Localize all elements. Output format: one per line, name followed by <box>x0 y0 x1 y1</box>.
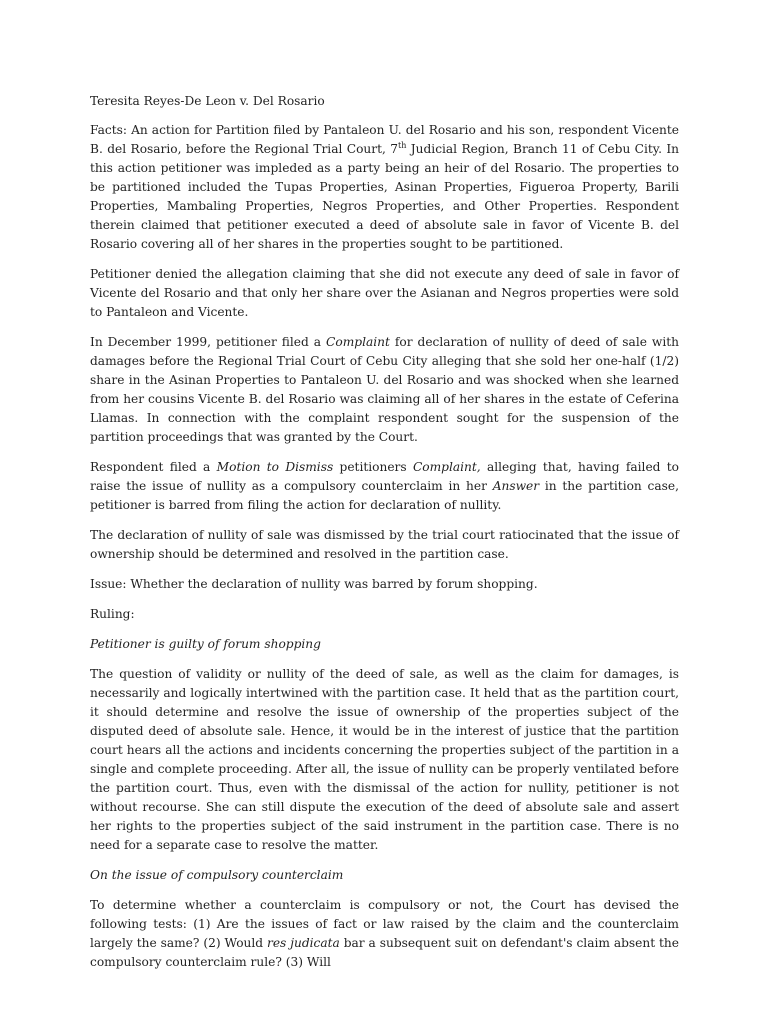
ruling-label: Ruling: <box>90 607 135 621</box>
forum-shopping-heading: Petitioner is guilty of forum shopping <box>90 637 321 651</box>
facts-paragraph: Facts: An action for Partition filed by Pantaleon U. del Rosario and his son, respondent Vicente B. del Rosario, before the Regional Trial Court, 7th Judicial Region, Branch 11 of Cebu City. In this action petitioner was impleded as a party being an heir of del Rosario. The properties to be partitioned included the Tupas Properties, Asinan Properties, Figueroa Property, Barili Properties, Mambaling Properties, Negros Properties, and Other Properties. Respondent therein claimed that petitioner executed a deed of absolute sale in favor of Vicente B. del Rosario covering all of her shares in the properties sought to be partitioned. <box>90 123 679 251</box>
denial-paragraph: Petitioner denied the allegation claiming that she did not execute any deed of sale in favor of Vicente del Rosario and that only her share over the Asianan and Negros properties were sold to Pantaleon and Vicente. <box>90 267 679 319</box>
case-title: Teresita Reyes-De Leon v. Del Rosario <box>90 94 325 108</box>
dismissal-paragraph: The declaration of nullity of sale was dismissed by the trial court ratiocinated that the issue of ownership should be determined and resolved in the partition case. <box>90 528 679 561</box>
tests-paragraph: To determine whether a counterclaim is compulsory or not, the Court has devised the following tests: (1) Are the issues of fact or law raised by the claim and the counterclaim largely the same? (2) Would res judicata bar a subsequent suit on defendant's claim absent the compulsory counterclaim rule? (3) Will <box>90 898 679 969</box>
issue-paragraph: Issue: Whether the declaration of nullity was barred by forum shopping. <box>90 577 538 591</box>
document-page <box>90 92 679 983</box>
counterclaim-heading: On the issue of compulsory counterclaim <box>90 868 344 882</box>
motion-paragraph: Respondent filed a Motion to Dismiss petitioners Complaint, alleging that, having failed to raise the issue of nullity as a compulsory counterclaim in her Answer in the partition case, petitioner is barred from filing the action for declaration of nullity. <box>90 460 680 512</box>
ruling-paragraph: The question of validity or nullity of the deed of sale, as well as the claim for damages, is necessarily and logically intertwined with the partition case. It held that as the partition court, it should determine and resolve the issue of ownership of the properties subject of the disputed deed of absolute sale. Hence, it would be in the interest of justice that the partition court hears all the actions and incidents concerning the properties subject of the partition in a single and complete proceeding. After all, the issue of nullity can be properly ventilated before the partition court. Thus, even with the dismissal of the action for nullity, petitioner is not without recourse. She can still dispute the execution of the deed of absolute sale and assert her rights to the properties subject of the said instrument in the partition case. There is no need for a separate case to resolve the matter. <box>90 667 679 852</box>
complaint-paragraph: In December 1999, petitioner filed a Complaint for declaration of nullity of deed of sale with damages before the Regional Trial Court of Cebu City alleging that she sold her one-half (1/2) share in the Asinan Properties to Pantaleon U. del Rosario and was shocked when she learned from her cousins Vicente B. del Rosario was claiming all of her shares in the estate of Ceferina Llamas. In connection with the complaint respondent sought for the suspension of the partition proceedings that was granted by the Court. <box>90 335 679 444</box>
